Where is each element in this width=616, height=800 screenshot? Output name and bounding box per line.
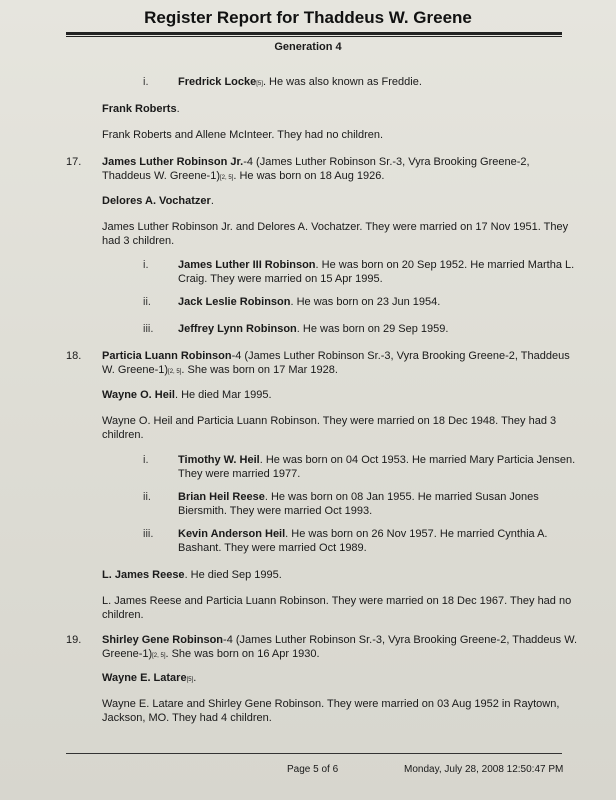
entry-line: Wayne O. Heil and Particia Luann Robinson. They were married on 18 Dec 1948. They had 3 [102, 415, 557, 427]
entry-line: James Luther Robinson Jr. and Delores A. Vochatzer. They were married on 17 Nov 1951. They [102, 221, 569, 233]
birth-text: . He was born on 18 Aug 1926. [233, 170, 385, 182]
entry-line: children. [102, 609, 144, 621]
entry-text: . He was also known as Freddie. [262, 76, 422, 88]
lineage-text: -4 (James Luther Robinson Sr.-3, Vyra Brooking Greene-2, [243, 156, 530, 168]
person-name: Kevin Anderson Heil [178, 528, 286, 540]
birth-text: . She was born on 17 Mar 1928. [181, 364, 338, 376]
entry-text: . He was born on 04 Oct 1953. He married Mary Particia Jensen. [259, 454, 576, 466]
lineage-text: -4 (James Luther Robinson Sr.-3, Vyra Brooking Greene-2, Thaddeus W. [223, 634, 578, 646]
marriage-entry [102, 594, 571, 622]
person-name: Delores A. Vochatzer [102, 195, 211, 207]
title-rule-thin [66, 36, 562, 37]
generation-heading: Generation 4 [274, 41, 342, 53]
entry-text: . [176, 103, 180, 115]
child-entry [178, 527, 547, 555]
child-numeral: iii. [143, 323, 154, 335]
report-title: Register Report for Thaddeus W. Greene [144, 8, 472, 27]
entry-number: 19. [66, 634, 82, 646]
entry-text: . He died Sep 1995. [184, 569, 282, 581]
entry-text: . He was born on 29 Sep 1959. [296, 323, 449, 335]
lineage-text: Thaddeus W. Greene-1) [102, 170, 221, 182]
report-date: Monday, July 28, 2008 12:50:47 PM [404, 764, 564, 775]
footer-rule [66, 753, 562, 754]
child-entry [178, 75, 422, 91]
person-name: Wayne E. Latare [102, 672, 187, 684]
child-numeral: ii. [143, 296, 151, 308]
child-numeral: iii. [143, 528, 154, 540]
person-name: Particia Luann Robinson [102, 350, 232, 362]
page-number: Page 5 of 6 [287, 764, 339, 775]
entry-text: . [193, 672, 197, 684]
lineage-text: W. Greene-1) [102, 364, 169, 376]
lineage-text: Greene-1) [102, 648, 153, 660]
person-name: Timothy W. Heil [178, 454, 260, 466]
child-entry [178, 295, 440, 309]
person-name: Brian Heil Reese [178, 491, 265, 503]
person-name: L. James Reese [102, 569, 185, 581]
entry-text: . He was born on 20 Sep 1952. He married Martha L. [315, 259, 575, 271]
entry-line: children. [102, 429, 144, 441]
child-entry [178, 453, 575, 481]
person-name: James Luther III Robinson [178, 259, 316, 271]
source-ref: [5] [186, 677, 194, 683]
source-ref: [2, 5] [220, 175, 234, 181]
entry-line: Bashant. They were married Oct 1989. [178, 542, 367, 554]
spouse-entry [102, 194, 214, 208]
entry-line: had 3 children. [102, 235, 175, 247]
entry-text: . [210, 195, 214, 207]
child-entry [178, 490, 539, 518]
source-ref: [2, 5] [168, 369, 182, 375]
entry-line: They were married 1977. [178, 468, 301, 480]
entry-line: Biersmith. They were married Oct 1993. [178, 505, 373, 517]
entry-line: Craig. They were married on 15 Apr 1995. [178, 273, 383, 285]
person-name: Wayne O. Heil [102, 389, 175, 401]
source-ref: [5] [256, 81, 263, 87]
person-name: Shirley Gene Robinson [102, 634, 224, 646]
child-numeral: ii. [143, 491, 151, 503]
entry-line: L. James Reese and Particia Luann Robinson. They were married on 18 Dec 1967. They had no [102, 595, 572, 607]
marriage-entry: Frank Roberts and Allene McInteer. They had no children. [102, 129, 384, 141]
marriage-entry [102, 697, 559, 725]
entry-number: 17. [66, 156, 82, 168]
person-name: Jeffrey Lynn Robinson [178, 323, 297, 335]
title-rule-thick [66, 32, 562, 35]
person-name: James Luther Robinson Jr. [102, 156, 244, 168]
spouse-entry [102, 102, 180, 116]
spouse-entry [102, 671, 196, 687]
child-numeral: i. [143, 76, 149, 88]
birth-text: . She was born on 16 Apr 1930. [165, 648, 320, 660]
entry-text: . He was born on 23 Jun 1954. [290, 296, 441, 308]
entry-number: 18. [66, 350, 82, 362]
marriage-entry [102, 220, 568, 248]
entry-line: Wayne E. Latare and Shirley Gene Robinson. They were married on 03 Aug 1952 in Raytown, [102, 698, 560, 710]
person-entry [102, 155, 530, 185]
entry-text: . He was born on 26 Nov 1957. He married Cynthia A. [285, 528, 548, 540]
person-entry [102, 349, 570, 379]
spouse-entry [102, 388, 272, 402]
child-entry [178, 322, 448, 336]
child-numeral: i. [143, 454, 149, 466]
entry-text: . He was born on 08 Jan 1955. He married Susan Jones [264, 491, 539, 503]
person-name: Fredrick Locke [178, 76, 257, 88]
person-name: Jack Leslie Robinson [178, 296, 291, 308]
marriage-entry [102, 414, 556, 442]
person-entry [102, 633, 577, 663]
child-entry [178, 258, 574, 286]
spouse-entry [102, 568, 282, 582]
source-ref: [2, 5] [152, 653, 166, 659]
entry-text: . He died Mar 1995. [174, 389, 272, 401]
person-name: Frank Roberts [102, 103, 177, 115]
lineage-text: -4 (James Luther Robinson Sr.-3, Vyra Brooking Greene-2, Thaddeus [231, 350, 570, 362]
child-numeral: i. [143, 259, 149, 271]
entry-line: Jackson, MO. They had 4 children. [102, 712, 272, 724]
